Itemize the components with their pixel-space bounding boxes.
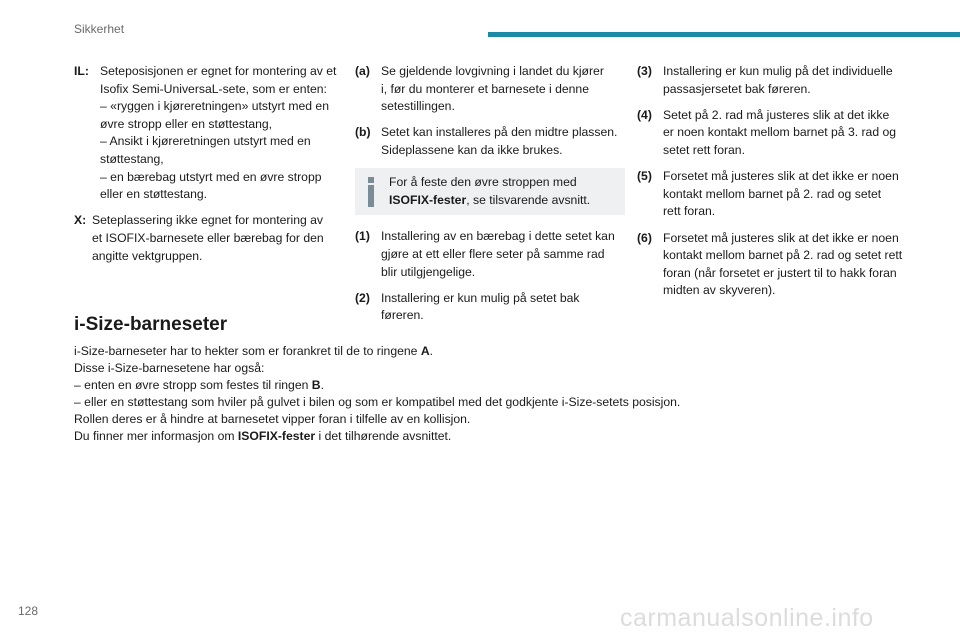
note-bold-term: ISOFIX-fester <box>389 192 467 207</box>
footnote-text <box>381 124 625 159</box>
ring-label: B <box>311 378 321 392</box>
text-line: – Ansikt i kjøreretningen utstyrt med en <box>100 134 311 149</box>
footnote-text <box>663 63 907 98</box>
text-line: føreren. <box>381 308 424 323</box>
info-note-text <box>389 174 590 209</box>
footnote-item-a <box>355 63 625 116</box>
text-line: øvre stropp eller en støttestang, <box>100 116 273 131</box>
text-line: Forsetet må justeres slik at det ikke er noen <box>663 230 899 245</box>
footnote-item-1 <box>355 228 625 281</box>
footnote-tag: (2) <box>355 290 370 305</box>
text-line: Seteplassering ikke egnet for montering av <box>92 213 324 228</box>
text-line: setet rett foran. <box>663 142 745 157</box>
legend-text <box>92 212 344 265</box>
paragraph: Disse i-Size-barnesetene har også: <box>74 361 265 375</box>
footnote-text <box>381 63 625 116</box>
footnote-tag: (b) <box>355 125 371 140</box>
text-line: gjøre at ett eller flere seter på samme rad <box>381 246 605 261</box>
footnote-item-b <box>355 124 625 159</box>
text-line: Installering er kun mulig på setet bak <box>381 290 580 305</box>
footnote-item-5 <box>637 168 907 221</box>
text-line: Sideplassene kan da ikke brukes. <box>381 142 563 157</box>
text: i det tilhørende avsnittet. <box>315 429 452 443</box>
text-line: et ISOFIX-barnesete eller bærebag for den <box>92 230 324 245</box>
text: . <box>429 344 434 358</box>
footnote-item-3 <box>637 63 907 98</box>
text-line: er noen kontakt mellom barnet på 3. rad og <box>663 125 897 140</box>
text-line: Installering av en bærebag i dette setet kan <box>381 229 615 244</box>
footnote-tag: (5) <box>637 169 652 184</box>
paragraph: Rollen deres er å hindre at barnesetet vipper foran i tilfelle av en kollisjon. <box>74 412 471 426</box>
paragraph <box>74 377 934 394</box>
text-line: kontakt mellom barnet på 2. rad og setet <box>663 186 882 201</box>
text-line: eller en støttestang. <box>100 187 208 202</box>
text-line: angitte vektgruppen. <box>92 248 203 263</box>
text-line: rett foran. <box>663 204 716 219</box>
text-line: setestillingen. <box>381 99 455 114</box>
paragraph <box>74 343 934 360</box>
note-text: , se tilsvarende avsnitt. <box>466 192 591 207</box>
text: . <box>320 378 324 392</box>
legend-tag: X: <box>74 213 87 228</box>
footnote-item-4 <box>637 107 907 160</box>
footnote-text <box>381 228 625 281</box>
legend-text <box>100 63 344 204</box>
text-line: Se gjeldende lovgivning i landet du kjører <box>381 64 604 78</box>
text-line: – en bærebag utstyrt med en øvre stropp <box>100 169 322 184</box>
footnote-tag: (a) <box>355 64 370 78</box>
header-accent-bar <box>488 32 960 37</box>
legend-item-x <box>74 212 344 265</box>
text-line: passasjersetet bak føreren. <box>663 81 811 96</box>
text-line: Setet på 2. rad må justeres slik at det ikke <box>663 107 890 122</box>
isize-section <box>74 314 934 445</box>
info-note <box>355 168 625 215</box>
text-line: blir utilgjengelige. <box>381 264 476 279</box>
legend-item-il <box>74 63 344 204</box>
column-3 <box>637 63 907 309</box>
bold-term: ISOFIX-fester <box>237 429 316 443</box>
text-line: Forsetet må justeres slik at det ikke er noen <box>663 169 899 184</box>
text: i-Size-barneseter har to hekter som er forankret til de to ringene <box>74 344 421 358</box>
text-line: Setet kan installeres på den midtre plassen. <box>381 125 618 140</box>
footnote-text <box>663 107 907 160</box>
text-line: i, før du monterer et barnesete i denne <box>381 81 589 96</box>
legend-tag: IL: <box>74 64 89 78</box>
footnote-item-6 <box>637 230 907 300</box>
section-header: Sikkerhet <box>74 22 125 36</box>
column-1 <box>74 63 344 274</box>
text-line: foran (når forsetet er justert til to hakk foran <box>663 265 897 280</box>
paragraph: – eller en støttestang som hviler på gulvet i bilen og som er kompatibel med det godkjente i-Size-setets posisjon. <box>74 395 681 409</box>
footnote-tag: (1) <box>355 229 370 244</box>
text-line: – «ryggen i kjøreretningen» utstyrt med en <box>100 99 329 114</box>
text-line: Installering er kun mulig på det individuelle <box>663 64 893 78</box>
text-line: kontakt mellom barnet på 2. rad og setet rett <box>663 248 903 263</box>
footnote-tag: (3) <box>637 64 652 78</box>
footnote-tag: (4) <box>637 107 652 122</box>
text: – enten en øvre stropp som festes til ringen <box>74 378 312 392</box>
watermark: carmanualsonline.info <box>620 604 874 632</box>
footnote-text <box>663 168 907 221</box>
info-icon <box>365 177 379 209</box>
text-line: Isofix Semi-UniversaL-sete, som er enten: <box>100 81 327 96</box>
footnote-text <box>663 230 907 300</box>
note-text: For å feste den øvre stroppen med <box>389 175 577 190</box>
text-line: støttestang, <box>100 151 164 166</box>
ring-label: A <box>420 344 430 358</box>
paragraph <box>74 428 934 445</box>
page-number: 128 <box>18 604 39 618</box>
text: Du finner mer informasjon om <box>74 429 238 443</box>
footnote-tag: (6) <box>637 230 652 245</box>
text-line: midten av skyveren). <box>663 283 776 298</box>
text-line: Seteposisjonen er egnet for montering av et <box>100 64 337 78</box>
section-heading: i-Size-barneseter <box>74 314 228 335</box>
column-2 <box>355 63 625 334</box>
